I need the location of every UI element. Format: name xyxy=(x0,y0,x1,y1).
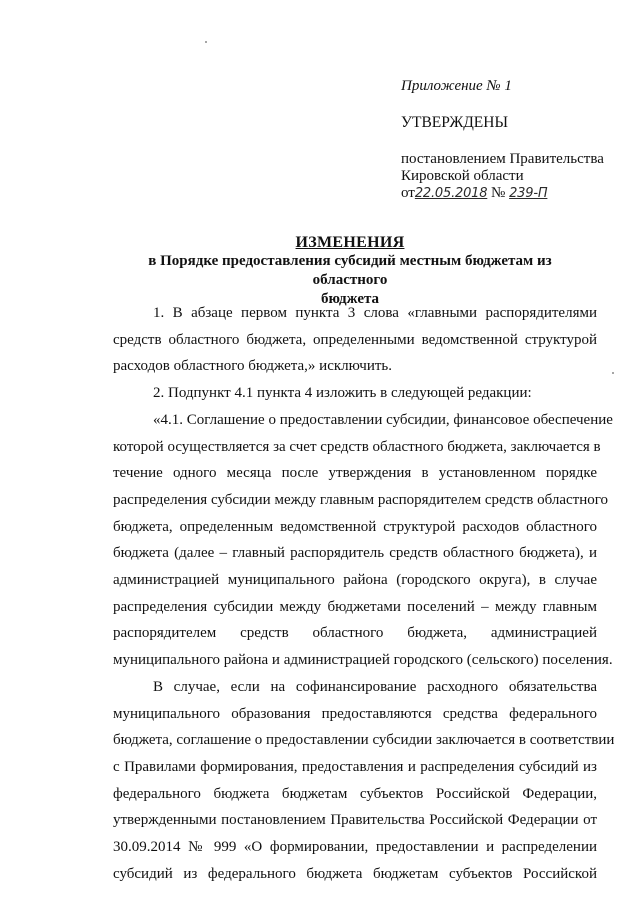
date-prefix: от xyxy=(401,185,415,201)
approval-header xyxy=(401,78,621,202)
body-line: муниципального образования предоставляются средства федерального xyxy=(113,705,597,722)
body-line: субсидий из федерального бюджета бюджетам субъектов Российской xyxy=(113,865,597,882)
decree-date-line xyxy=(401,185,621,202)
body-line: 2. Подпункт 4.1 пункта 4 изложить в следующей редакции: xyxy=(153,385,532,402)
body-line: бюджета (далее – главный распорядитель средств областного бюджета), и xyxy=(113,545,597,562)
body-line: «4.1. Соглашение о предоставлении субсидии, финансовое обеспечение xyxy=(153,411,613,428)
body-line: расходов областного бюджета,» исключить. xyxy=(113,358,392,375)
body-line: утвержденными постановлением Правительства Российской Федерации от xyxy=(113,812,597,829)
body-line: 30.09.2014 № 999 «О формировании, предоставлении и распределении xyxy=(113,839,597,856)
body-line: течение одного месяца после утверждения в установленном порядке xyxy=(113,465,597,482)
title-main: ИЗМЕНЕНИЯ xyxy=(295,234,405,251)
title-sub-line-2: бюджета xyxy=(320,291,380,307)
scan-speck xyxy=(612,372,614,374)
body-line: В случае, если на софинансирование расходного обязательства xyxy=(153,678,597,695)
number-prefix: № xyxy=(491,185,506,201)
body-line: бюджета, определенным ведомственной структурой расходов областного xyxy=(113,518,597,535)
body-line: федерального бюджета бюджетам субъектов Российской Федерации, xyxy=(113,785,597,802)
body-line: средств областного бюджета, определенными ведомственной структурой xyxy=(113,331,597,348)
document-body xyxy=(113,300,615,887)
scan-speck xyxy=(205,41,207,43)
body-line: муниципального района и администрацией городского (сельского) поселения. xyxy=(113,652,613,669)
decree-line-1: постановлением Правительства xyxy=(401,151,604,167)
body-line: распределения субсидии между бюджетами поселений – между главным xyxy=(113,598,597,615)
body-line: распределения субсидии между главным распорядителем средств областного xyxy=(113,491,609,508)
document-title xyxy=(110,233,590,309)
approved-label: УТВЕРЖДЕНЫ xyxy=(401,114,508,131)
handwritten-date: 22.05.2018 xyxy=(414,186,488,201)
appendix-label: Приложение № 1 xyxy=(401,78,512,94)
body-line: распорядителем средств областного бюджета, администрацией xyxy=(113,625,597,642)
decree-line-2: Кировской области xyxy=(401,168,524,184)
body-line: с Правилами формирования, предоставления и распределения субсидий из xyxy=(113,758,597,775)
body-line: администрацией муниципального района (городского округа), в случае xyxy=(113,572,597,589)
title-sub-line-1: в Порядке предоставления субсидий местным бюджетам из областного xyxy=(148,253,552,288)
body-line: которой осуществляется за счет средств областного бюджета, заключается в xyxy=(113,438,601,455)
body-line: бюджета, соглашение о предоставлении субсидии заключается в соответствии xyxy=(113,732,615,749)
body-line: 1. В абзаце первом пункта 3 слова «главными распорядителями xyxy=(153,305,597,321)
handwritten-number: 239-П xyxy=(509,186,548,201)
